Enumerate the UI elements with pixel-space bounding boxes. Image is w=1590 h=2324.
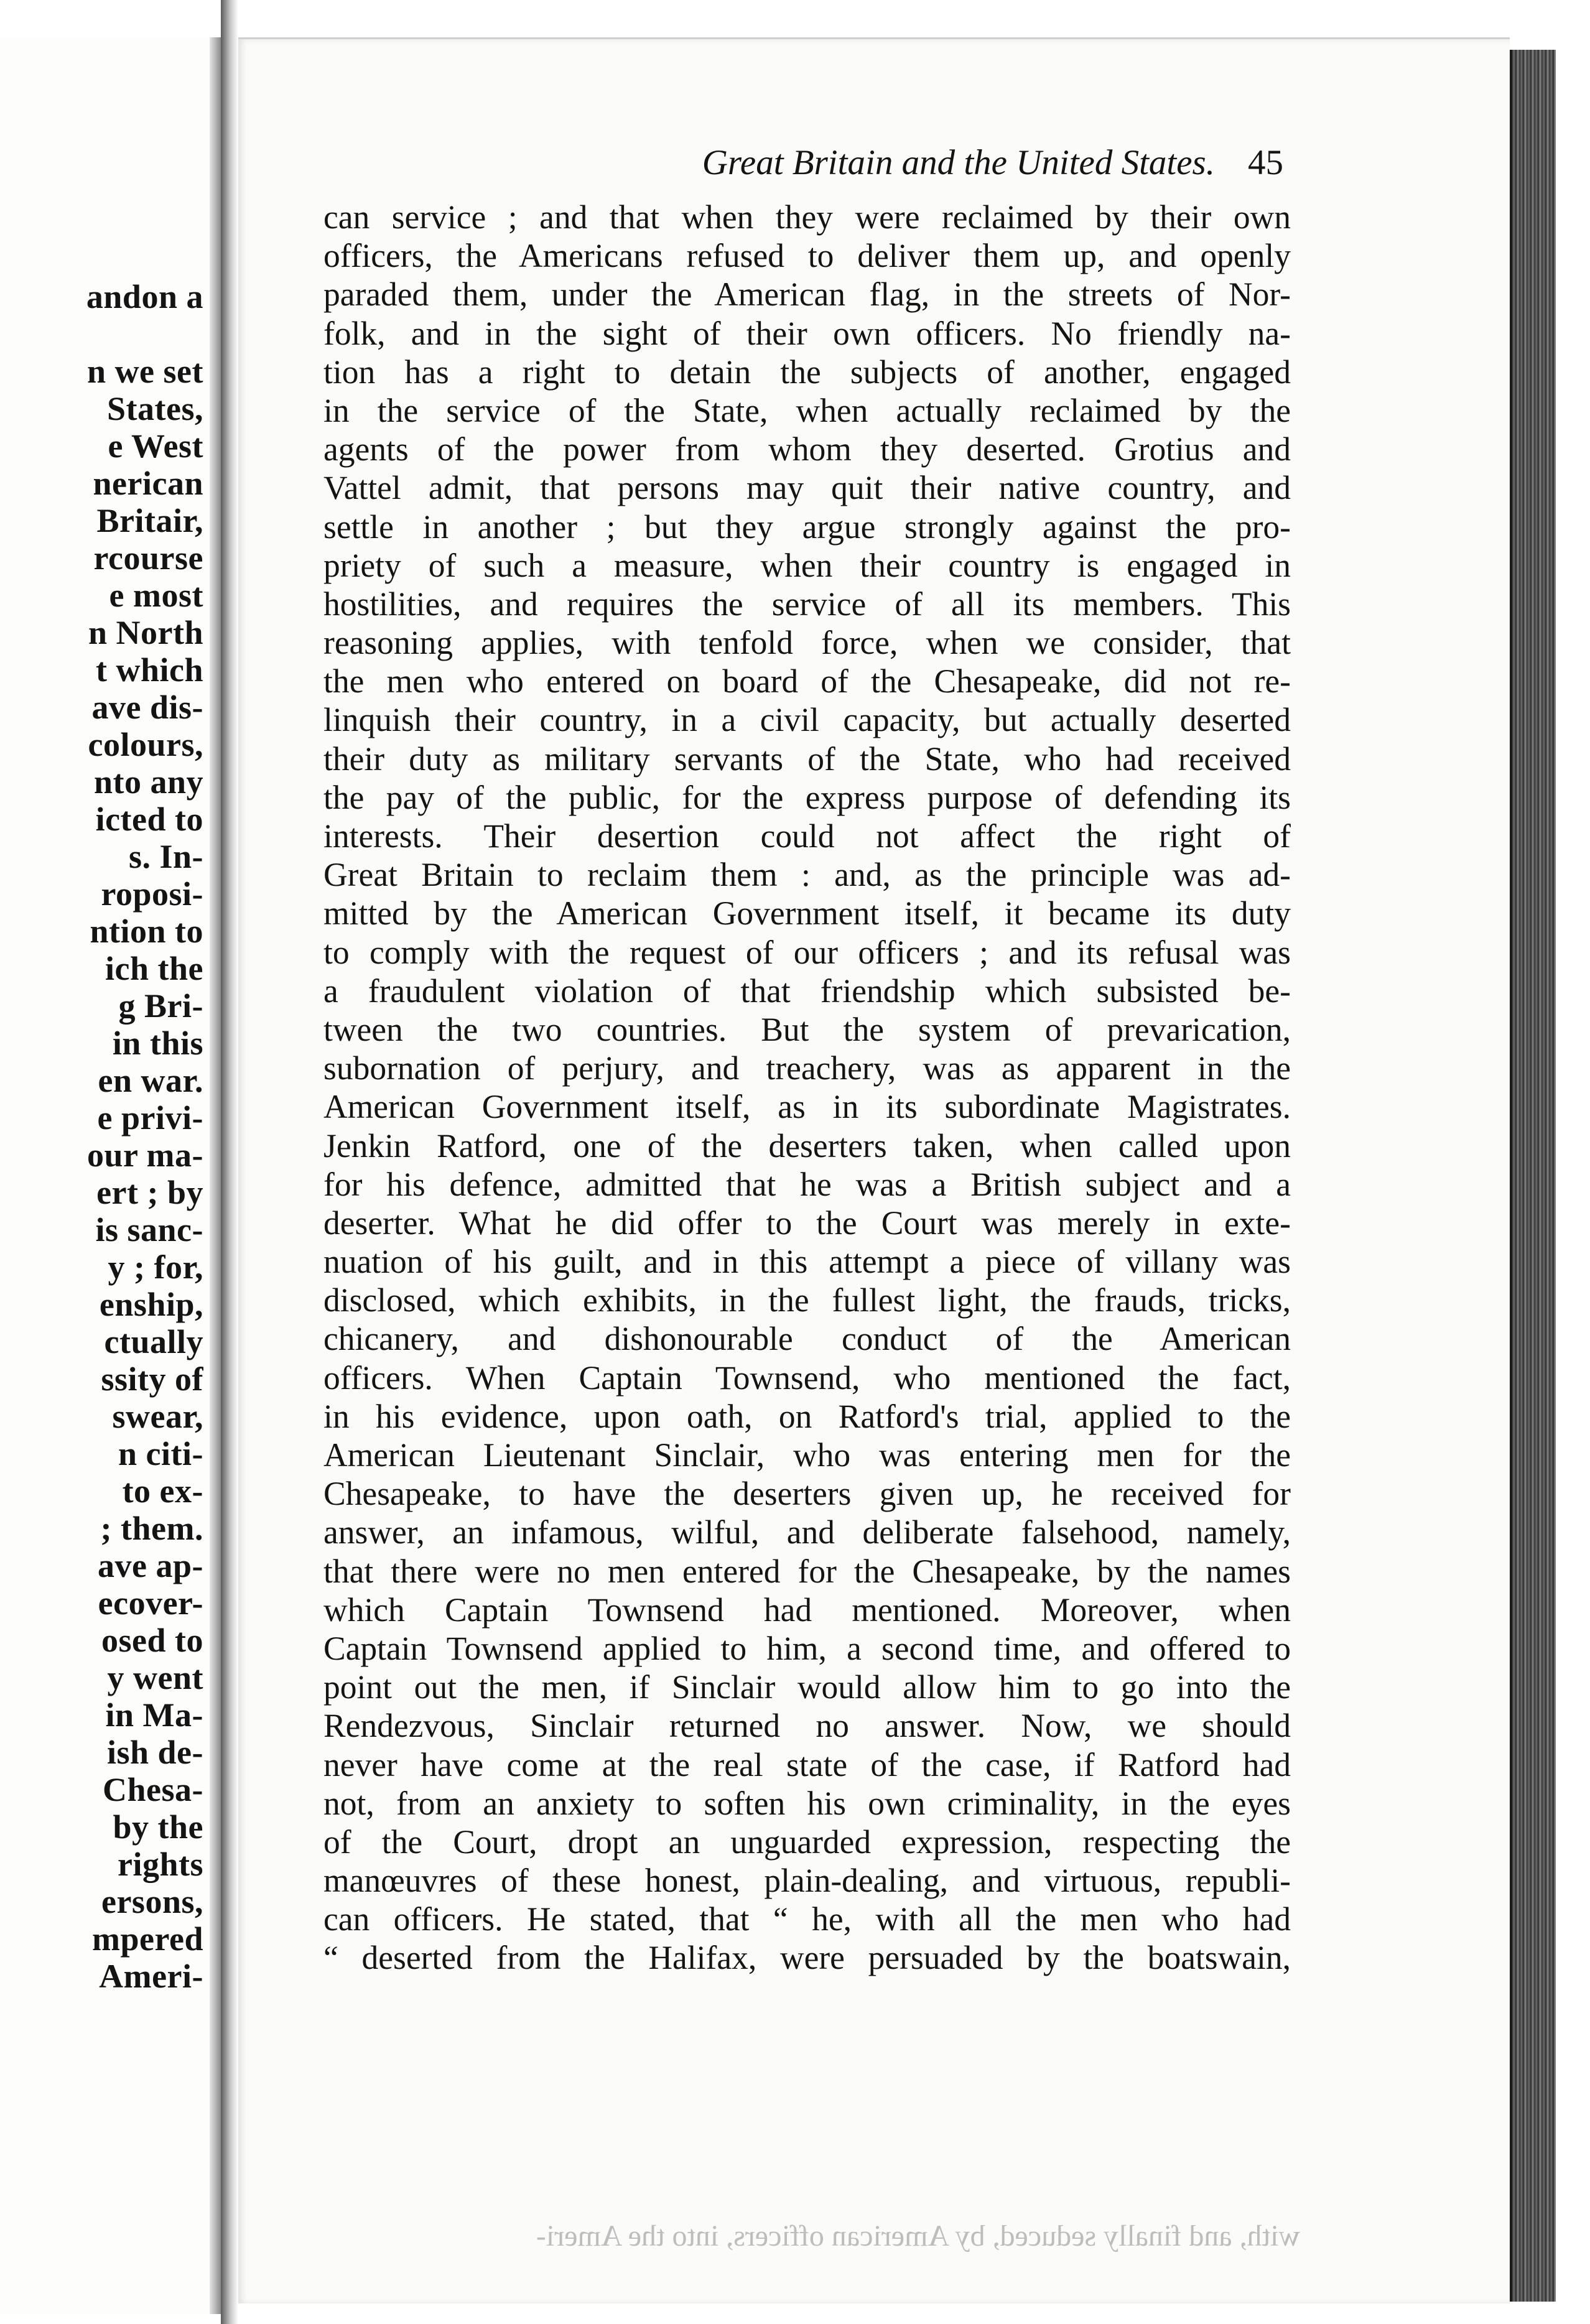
text-line: “ deserted from the Halifax, were persuaded by the boatswain, [323, 1939, 1291, 1977]
running-title: Great Britain and the United States. [702, 143, 1215, 182]
left-page-line: swear, [112, 1398, 203, 1435]
left-page-line: colours, [88, 726, 203, 763]
left-page-line: ish de- [106, 1734, 203, 1771]
left-page-line: Britair, [96, 502, 203, 539]
text-line: nuation of his guilt, and in this attempt a piece of villany was [323, 1243, 1291, 1281]
left-page-line: en war. [98, 1062, 203, 1099]
text-line: tion has a right to detain the subjects of another, engaged [323, 353, 1291, 391]
text-line: not, from an anxiety to soften his own criminality, in the eyes [323, 1784, 1291, 1822]
text-line: Great Britain to reclaim them : and, as the principle was ad- [323, 856, 1291, 894]
text-line: the pay of the public, for the express purpose of defending its [323, 778, 1291, 816]
left-page-line: nto any [93, 763, 203, 801]
text-line: mitted by the American Government itself, it became its duty [323, 895, 1291, 932]
left-page-line: rcourse [93, 539, 203, 577]
text-line: Rendezvous, Sinclair returned no answer. Now, we should [323, 1707, 1291, 1745]
text-line: their duty as military servants of the State, who had received [323, 740, 1291, 778]
left-page-line: e West [108, 427, 203, 465]
text-line: American Lieutenant Sinclair, who was entering men for the [323, 1436, 1291, 1474]
left-page-line: Chesa- [103, 1771, 203, 1808]
left-page-line: n we set [87, 353, 203, 390]
text-line: that there were no men entered for the Chesapeake, by the names [323, 1552, 1291, 1590]
left-page-line: States, [107, 390, 203, 427]
left-page-line: ntion to [90, 913, 203, 950]
left-page-line: y went [107, 1659, 203, 1696]
text-line: folk, and in the sight of their own officers. No friendly na- [323, 314, 1291, 352]
text-line: to comply with the request of our officers ; and its refusal was [323, 933, 1291, 971]
text-line: chicanery, and dishonourable conduct of the American [323, 1320, 1291, 1358]
text-line: American Government itself, as in its subordinate Magistrates. [323, 1088, 1291, 1126]
text-line: officers. When Captain Townsend, who mentioned the fact, [323, 1359, 1291, 1397]
text-line: disclosed, which exhibits, in the fullest light, the frauds, tricks, [323, 1281, 1291, 1319]
text-line: can service ; and that when they were reclaimed by their own [323, 198, 1291, 236]
text-line: agents of the power from whom they deserted. Grotius and [323, 430, 1291, 468]
text-line: of the Court, dropt an unguarded expression, respecting the [323, 1823, 1291, 1861]
left-page-line: ave dis- [91, 689, 203, 726]
left-page-line: Ameri- [99, 1958, 203, 1995]
text-line: a fraudulent violation of that friendship which subsisted be- [323, 972, 1291, 1010]
page-header [297, 138, 1283, 188]
left-page-line: our ma- [87, 1136, 203, 1174]
left-page-line: enship, [99, 1286, 203, 1323]
left-page-line: ecover- [98, 1584, 203, 1622]
left-page-fragment [0, 37, 221, 2314]
text-line: linquish their country, in a civil capacity, but actually deserted [323, 701, 1291, 739]
text-line: in his evidence, upon oath, on Ratford's trial, applied to the [323, 1397, 1291, 1435]
left-page-line: g Bri- [118, 987, 203, 1025]
left-page-line: mpered [92, 1920, 203, 1958]
text-line: reasoning applies, with tenfold force, when we consider, that [323, 624, 1291, 662]
left-page-line: andon a [86, 278, 203, 315]
left-page-line: rights [118, 1846, 203, 1883]
left-page-line: t which [95, 651, 203, 689]
text-line: point out the men, if Sinclair would allow him to go into the [323, 1668, 1291, 1706]
text-line: deserter. What he did offer to the Court was merely in exte- [323, 1204, 1291, 1242]
text-line: which Captain Townsend had mentioned. Moreover, when [323, 1591, 1291, 1629]
left-page-line [86, 315, 203, 353]
text-line: in the service of the State, when actually reclaimed by the [323, 391, 1291, 429]
left-page-line: roposi- [101, 875, 203, 913]
text-line: manœuvres of these honest, plain-dealing, and virtuous, republi- [323, 1862, 1291, 1900]
page-number: 45 [1248, 143, 1283, 182]
left-page-line: y ; for, [108, 1248, 203, 1286]
left-page-line: icted to [95, 801, 203, 838]
left-page-line: ave ap- [98, 1547, 203, 1584]
text-line: can officers. He stated, that “ he, with all the men who had [323, 1900, 1291, 1938]
text-line: never have come at the real state of the case, if Ratford had [323, 1745, 1291, 1783]
page-edge-stack [1510, 50, 1556, 2302]
left-page-line: to ex- [122, 1472, 203, 1510]
text-line: settle in another ; but they argue strongly against the pro- [323, 508, 1291, 546]
text-line: hostilities, and requires the service of all its members. This [323, 585, 1291, 623]
left-page-line: in Ma- [105, 1696, 203, 1734]
text-line: tween the two countries. But the system of prevarication, [323, 1010, 1291, 1048]
left-page-line: n citi- [118, 1435, 203, 1472]
left-page-line: ctually [104, 1323, 203, 1360]
text-line: priety of such a measure, when their country is engaged in [323, 546, 1291, 584]
left-page-line: s. In- [128, 838, 203, 875]
left-page-line: ert ; by [96, 1174, 203, 1211]
text-line: Vattel admit, that persons may quit their native country, and [323, 469, 1291, 507]
body-text [323, 198, 1291, 1978]
left-page-line: ssity of [101, 1360, 203, 1398]
text-line: answer, an infamous, wilful, and deliberate falsehood, namely, [323, 1513, 1291, 1551]
text-line: for his defence, admitted that he was a British subject and a [323, 1165, 1291, 1203]
text-line: Chesapeake, to have the deserters given up, he received for [323, 1475, 1291, 1513]
text-line: officers, the Americans refused to deliver them up, and openly [323, 237, 1291, 275]
text-line: Jenkin Ratford, one of the deserters taken, when called upon [323, 1127, 1291, 1164]
text-line: subornation of perjury, and treachery, was as apparent in the [323, 1049, 1291, 1087]
text-line: the men who entered on board of the Chesapeake, did not re- [323, 662, 1291, 700]
left-page-line: n North [88, 614, 203, 651]
left-page-line: is sanc- [95, 1211, 203, 1248]
left-page-line: in this [112, 1025, 203, 1062]
text-line: paraded them, under the American flag, in the streets of Nor- [323, 276, 1291, 314]
left-page-line: e privi- [97, 1099, 203, 1136]
left-page-gutter-shadow [210, 37, 221, 2314]
text-line: interests. Their desertion could not affect the right of [323, 817, 1291, 855]
left-page-line: ich the [105, 950, 203, 987]
left-page-line: nerican [93, 465, 203, 502]
left-page-line: by the [113, 1808, 203, 1846]
text-line: Captain Townsend applied to him, a second time, and offered to [323, 1629, 1291, 1667]
bleed-through-text: with, and finally seduced, by American officers, into the Ameri- [536, 2219, 1300, 2252]
left-page-line: ersons, [101, 1883, 203, 1920]
left-page-line: ; them. [100, 1510, 203, 1547]
book-gutter [221, 0, 238, 2324]
left-page-text [86, 278, 203, 1995]
left-page-line: osed to [101, 1622, 203, 1659]
left-page-line: e most [109, 577, 203, 614]
